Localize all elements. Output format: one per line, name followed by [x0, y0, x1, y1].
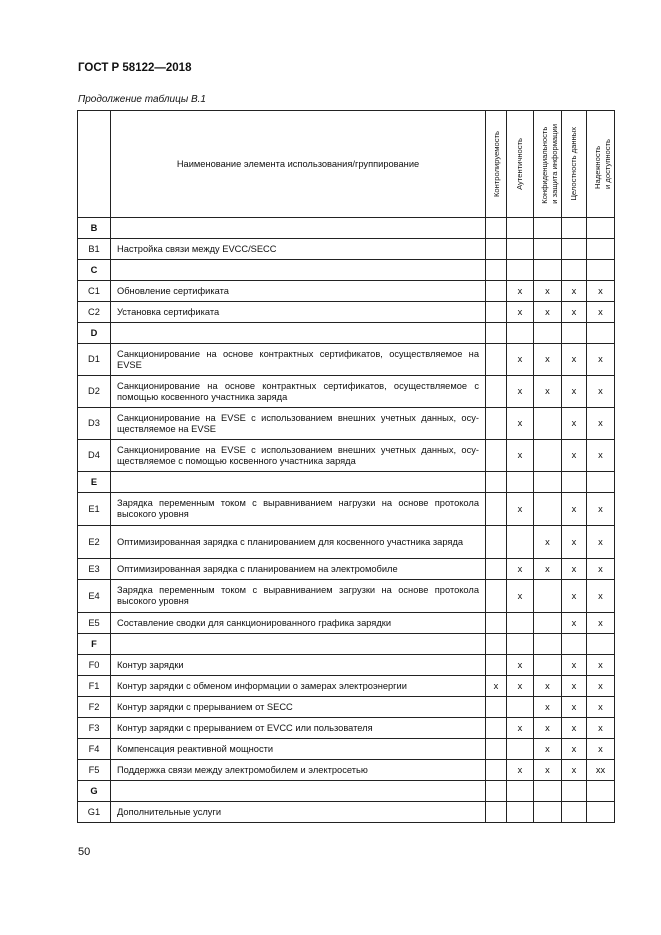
attr-mark	[587, 802, 615, 823]
attr-mark: x	[562, 760, 587, 781]
attr-mark: x	[587, 526, 615, 559]
row-code: F4	[78, 739, 111, 760]
table-row	[78, 493, 615, 526]
attr-mark: x	[534, 739, 562, 760]
table-row	[78, 344, 615, 376]
row-name	[111, 472, 486, 493]
code-column-header	[78, 111, 111, 218]
attr-mark	[486, 472, 507, 493]
attr-header-controllability	[486, 111, 507, 218]
group-row	[78, 472, 615, 493]
attr-mark: x	[562, 739, 587, 760]
attr-mark	[534, 239, 562, 260]
table-row	[78, 739, 615, 760]
attr-mark	[534, 408, 562, 440]
row-code: E5	[78, 613, 111, 634]
attr-mark: x	[507, 408, 534, 440]
attr-mark: x	[507, 676, 534, 697]
attr-mark	[486, 408, 507, 440]
document-standard-header: ГОСТ Р 58122—2018	[78, 62, 192, 74]
group-row	[78, 634, 615, 655]
attr-mark: x	[534, 376, 562, 408]
attr-mark: x	[587, 739, 615, 760]
attr-mark: x	[587, 376, 615, 408]
attr-mark: x	[534, 559, 562, 580]
row-code: E1	[78, 493, 111, 526]
row-name: Зарядка переменным током с выравниванием загрузки на основе протокола высокого уровня	[111, 580, 486, 613]
row-name	[111, 781, 486, 802]
table-header-row	[78, 111, 615, 218]
row-code: B	[78, 218, 111, 239]
attr-mark: x	[507, 760, 534, 781]
attr-mark	[486, 281, 507, 302]
attr-mark	[486, 376, 507, 408]
attr-mark: x	[507, 281, 534, 302]
attr-mark	[534, 472, 562, 493]
attr-mark	[562, 218, 587, 239]
attr-mark: x	[562, 676, 587, 697]
row-name: Дополнительные услуги	[111, 802, 486, 823]
row-name: Компенсация реактивной мощности	[111, 739, 486, 760]
attr-mark	[507, 739, 534, 760]
attr-mark	[507, 802, 534, 823]
row-name	[111, 218, 486, 239]
attr-mark	[562, 239, 587, 260]
attr-mark	[507, 526, 534, 559]
attr-mark	[486, 613, 507, 634]
row-code: C1	[78, 281, 111, 302]
attr-mark: x	[587, 344, 615, 376]
row-name: Поддержка связи между электромобилем и электросетью	[111, 760, 486, 781]
row-code: E2	[78, 526, 111, 559]
attr-mark: x	[562, 697, 587, 718]
attr-mark: x	[507, 376, 534, 408]
name-column-header: Наименование элемента использования/группирование	[111, 111, 486, 218]
group-row	[78, 323, 615, 344]
row-name	[111, 634, 486, 655]
attr-mark	[486, 344, 507, 376]
attr-mark: x	[507, 493, 534, 526]
attr-mark	[534, 580, 562, 613]
attr-mark	[486, 526, 507, 559]
attr-mark	[562, 472, 587, 493]
attr-mark	[507, 781, 534, 802]
attr-mark: x	[562, 718, 587, 739]
attr-mark: x	[562, 613, 587, 634]
row-name: Оптимизированная зарядка с планированием для косвенного участника заряда	[111, 526, 486, 559]
attr-mark: x	[562, 526, 587, 559]
attr-mark: x	[534, 676, 562, 697]
attr-mark: x	[562, 408, 587, 440]
attr-mark: x	[587, 676, 615, 697]
attr-mark: x	[587, 493, 615, 526]
attr-mark: x	[534, 344, 562, 376]
attr-mark	[562, 781, 587, 802]
table-body	[78, 218, 615, 823]
attr-mark	[486, 493, 507, 526]
attr-mark	[486, 323, 507, 344]
attr-mark	[534, 260, 562, 281]
attr-mark	[534, 218, 562, 239]
attr-mark: x	[587, 655, 615, 676]
attr-mark: x	[562, 344, 587, 376]
attr-mark	[507, 697, 534, 718]
row-code: G	[78, 781, 111, 802]
row-code: D1	[78, 344, 111, 376]
row-code: E3	[78, 559, 111, 580]
row-name: Санкционирование на EVSE с использованием внешних учетных данных, осуществляемое с помощью косвенного участника заряда	[111, 440, 486, 472]
attr-mark: x	[587, 281, 615, 302]
row-code: D3	[78, 408, 111, 440]
attr-header-authenticity	[507, 111, 534, 218]
table-row	[78, 526, 615, 559]
attr-mark	[486, 580, 507, 613]
attr-header-label: Надежность и доступность	[593, 139, 612, 189]
attr-header-label: Конфиденциальность и защита информации	[540, 124, 559, 204]
attr-mark: x	[562, 440, 587, 472]
table-row	[78, 697, 615, 718]
table-row	[78, 613, 615, 634]
table-row	[78, 580, 615, 613]
row-name: Контур зарядки с прерыванием от EVCC или пользователя	[111, 718, 486, 739]
attr-mark	[486, 239, 507, 260]
group-row	[78, 781, 615, 802]
attr-mark	[587, 260, 615, 281]
row-code: E	[78, 472, 111, 493]
attr-mark: x	[534, 281, 562, 302]
attr-mark	[486, 302, 507, 323]
row-code: E4	[78, 580, 111, 613]
attr-mark: x	[507, 440, 534, 472]
attr-mark: x	[562, 493, 587, 526]
row-code: F3	[78, 718, 111, 739]
table-row	[78, 408, 615, 440]
attr-mark	[534, 655, 562, 676]
usage-elements-table	[77, 110, 615, 823]
group-row	[78, 218, 615, 239]
table-row	[78, 655, 615, 676]
attr-mark: x	[534, 718, 562, 739]
table-row	[78, 760, 615, 781]
row-code: F5	[78, 760, 111, 781]
attr-mark: x	[587, 697, 615, 718]
table-row	[78, 440, 615, 472]
row-name: Контур зарядки с обменом информации о замерах электроэнергии	[111, 676, 486, 697]
attr-mark: x	[562, 559, 587, 580]
attr-mark	[486, 655, 507, 676]
attr-header-label: Контролируемость	[492, 130, 501, 198]
row-name: Установка сертификата	[111, 302, 486, 323]
table-row	[78, 676, 615, 697]
attr-mark: x	[507, 718, 534, 739]
row-name: Настройка связи между EVCC/SECC	[111, 239, 486, 260]
row-name: Контур зарядки	[111, 655, 486, 676]
row-name: Оптимизированная зарядка с планированием на электромобиле	[111, 559, 486, 580]
attr-mark	[486, 697, 507, 718]
attr-mark	[486, 260, 507, 281]
attr-mark	[534, 613, 562, 634]
attr-mark: x	[507, 655, 534, 676]
attr-mark	[562, 802, 587, 823]
attr-mark	[587, 472, 615, 493]
attr-mark	[587, 781, 615, 802]
row-name: Составление сводки для санкционированного графика зарядки	[111, 613, 486, 634]
attr-mark: x	[587, 302, 615, 323]
row-code: G1	[78, 802, 111, 823]
attr-mark	[534, 634, 562, 655]
attr-mark	[562, 260, 587, 281]
table-row	[78, 281, 615, 302]
attr-mark	[507, 218, 534, 239]
attr-mark	[486, 718, 507, 739]
attr-mark: xx	[587, 760, 615, 781]
attr-header-label: Аутентичность	[515, 138, 524, 190]
attr-mark: x	[534, 302, 562, 323]
attr-mark	[486, 440, 507, 472]
attr-mark	[486, 218, 507, 239]
row-name: Контур зарядки с прерыванием от SECC	[111, 697, 486, 718]
attr-mark	[562, 323, 587, 344]
attr-mark	[486, 559, 507, 580]
row-name	[111, 323, 486, 344]
attr-mark: x	[562, 302, 587, 323]
row-code: C2	[78, 302, 111, 323]
row-code: B1	[78, 239, 111, 260]
row-name: Санкционирование на основе контрактных сертификатов, осуществляемое с помощью косвенного участника заряда	[111, 376, 486, 408]
attr-header-reliability	[587, 111, 615, 218]
attr-mark	[507, 323, 534, 344]
row-code: D4	[78, 440, 111, 472]
table-row	[78, 802, 615, 823]
attr-mark: x	[562, 281, 587, 302]
table-row	[78, 239, 615, 260]
attr-mark: x	[587, 613, 615, 634]
attr-header-integrity	[562, 111, 587, 218]
attr-mark: x	[534, 760, 562, 781]
attr-mark: x	[486, 676, 507, 697]
attr-mark	[507, 634, 534, 655]
table-row	[78, 302, 615, 323]
row-name: Зарядка переменным током с выравниванием нагрузки на основе протокола высокого уровня	[111, 493, 486, 526]
group-row	[78, 260, 615, 281]
attr-header-confidentiality	[534, 111, 562, 218]
attr-mark	[507, 260, 534, 281]
table-row	[78, 376, 615, 408]
page-number: 50	[78, 846, 91, 858]
row-code: C	[78, 260, 111, 281]
attr-mark	[587, 634, 615, 655]
attr-header-label: Целостность данных	[569, 127, 578, 201]
attr-mark	[486, 781, 507, 802]
row-code: F0	[78, 655, 111, 676]
table-caption: Продолжение таблицы В.1	[78, 94, 206, 105]
attr-mark: x	[507, 559, 534, 580]
attr-mark: x	[562, 376, 587, 408]
attr-mark: x	[587, 718, 615, 739]
attr-mark: x	[507, 302, 534, 323]
row-code: D	[78, 323, 111, 344]
attr-mark	[534, 493, 562, 526]
attr-mark	[562, 634, 587, 655]
row-code: D2	[78, 376, 111, 408]
attr-mark	[486, 802, 507, 823]
row-name: Санкционирование на основе контрактных сертификатов, осуществляемое на EVSE	[111, 344, 486, 376]
attr-mark: x	[534, 697, 562, 718]
attr-mark	[486, 634, 507, 655]
attr-mark: x	[587, 440, 615, 472]
attr-mark: x	[507, 344, 534, 376]
attr-mark: x	[587, 559, 615, 580]
attr-mark	[534, 781, 562, 802]
attr-mark: x	[562, 580, 587, 613]
row-code: F	[78, 634, 111, 655]
row-name	[111, 260, 486, 281]
table-row	[78, 718, 615, 739]
attr-mark: x	[507, 580, 534, 613]
attr-mark: x	[562, 655, 587, 676]
row-name: Санкционирование на EVSE с использованием внешних учетных данных, осуществляемое на EVSE	[111, 408, 486, 440]
attr-mark	[534, 802, 562, 823]
attr-mark	[587, 323, 615, 344]
attr-mark	[507, 613, 534, 634]
attr-mark	[534, 440, 562, 472]
attr-mark	[534, 323, 562, 344]
table-row	[78, 559, 615, 580]
row-code: F2	[78, 697, 111, 718]
attr-mark	[587, 218, 615, 239]
row-name: Обновление сертификата	[111, 281, 486, 302]
attr-mark	[486, 739, 507, 760]
row-code: F1	[78, 676, 111, 697]
attr-mark	[486, 760, 507, 781]
attr-mark	[507, 239, 534, 260]
attr-mark	[507, 472, 534, 493]
attr-mark: x	[534, 526, 562, 559]
attr-mark	[587, 239, 615, 260]
attr-mark: x	[587, 408, 615, 440]
attr-mark: x	[587, 580, 615, 613]
